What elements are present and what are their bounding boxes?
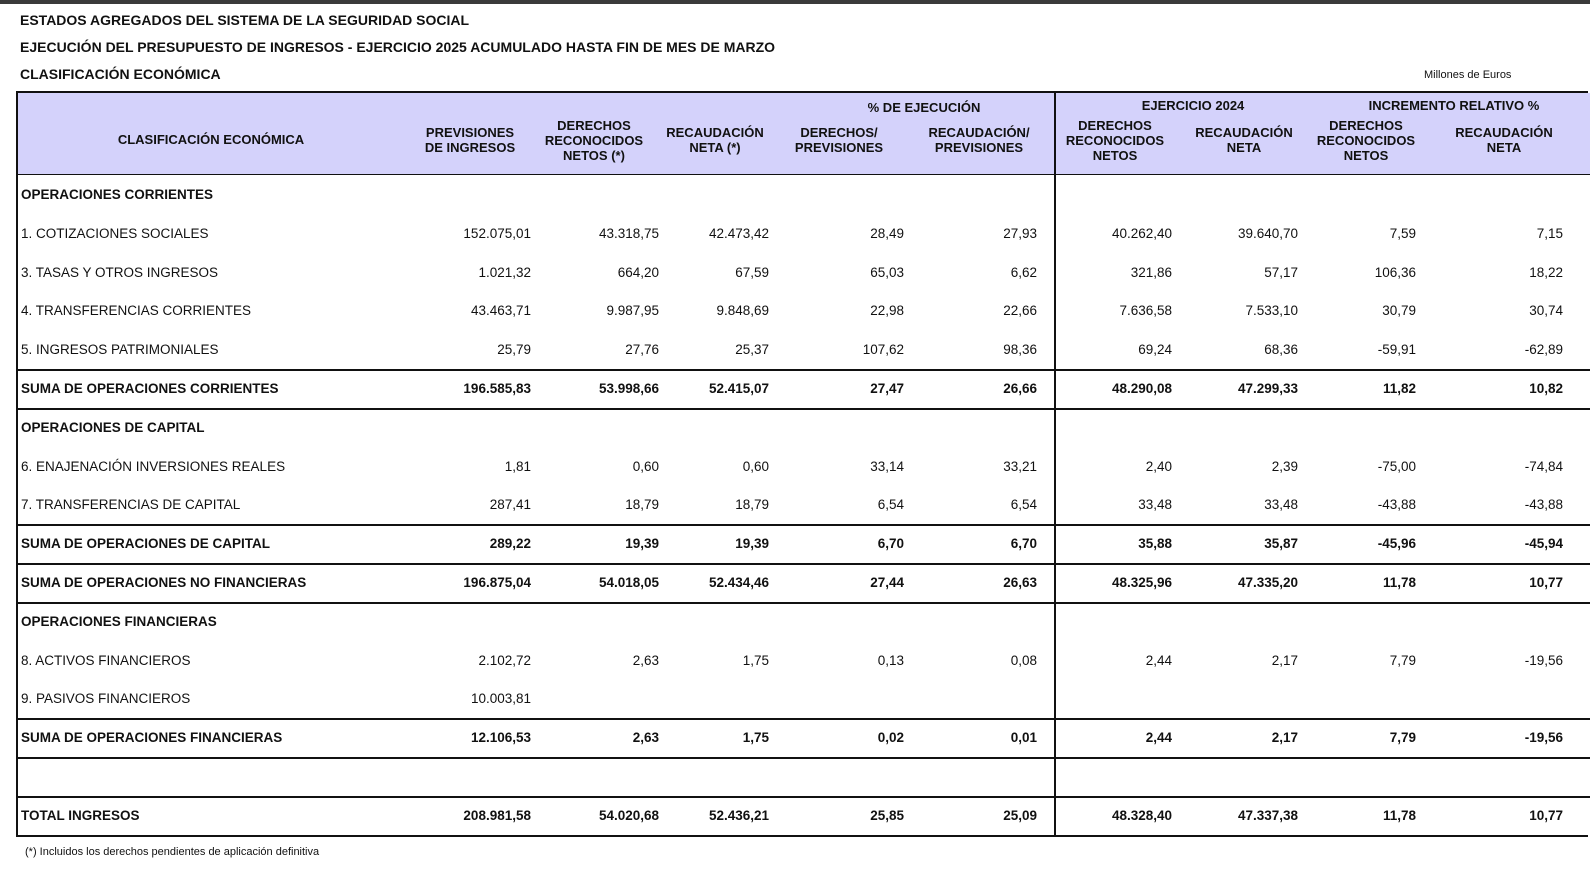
column-header: DERECHOS/ PREVISIONES [794,125,884,155]
cell-value: 26,66 [1003,381,1037,396]
cell-value: 2,44 [1145,730,1172,746]
cell-value: 26,63 [1003,575,1037,590]
cell-value: 54.018,05 [598,575,659,590]
cell-value: 6,70 [877,536,904,552]
table-row [18,339,1590,361]
cell-value: 39.640,70 [1237,225,1298,241]
cell-value: 11,78 [1382,807,1416,823]
cell-value: 54.020,68 [598,807,659,823]
cell-value: 0,60 [742,458,769,474]
cell-value: 10,82 [1529,381,1563,396]
table-row [18,494,1590,516]
cell-value: 10,77 [1529,807,1563,823]
cell-value: 2,63 [632,652,659,668]
cell-value: 152.075,01 [463,225,531,241]
column-header: DERECHOS RECONOCIDOS NETOS [1065,118,1165,163]
column-header: CLASIFICACIÓN ECONÓMICA [117,132,305,147]
cell-value: 27,47 [870,381,904,396]
cell-value: 42.473,42 [708,225,769,241]
cell-value: 22,98 [870,303,904,319]
cell-value: 18,22 [1529,264,1563,280]
section-row [18,184,1590,206]
sum-row [18,533,1590,555]
cell-value: 47.299,33 [1237,381,1298,396]
cell-value: 27,93 [1003,225,1037,241]
cell-value: 18,79 [625,497,659,513]
cell-value: 0,13 [877,652,904,668]
cell-value: 1,81 [504,458,531,474]
cell-value: 53.998,66 [598,381,659,396]
cell-value: 69,24 [1138,342,1172,358]
column-header: RECAUDACIÓN/ PREVISIONES [928,125,1030,155]
cell-value: -43,88 [1524,497,1563,513]
blank-row [18,766,1590,788]
document-page [0,4,1590,873]
row-label: SUMA DE OPERACIONES NO FINANCIERAS [21,575,307,590]
cell-value: -19,56 [1524,730,1563,746]
cell-value: 48.325,96 [1111,575,1172,590]
cell-value: 65,03 [870,264,904,280]
row-label: OPERACIONES FINANCIERAS [21,613,217,629]
cell-value: 7.533,10 [1245,303,1298,319]
row-border [18,369,1590,371]
row-label: SUMA DE OPERACIONES CORRIENTES [21,381,279,396]
cell-value: 6,62 [1010,264,1037,280]
cell-value: 196.875,04 [463,575,531,590]
cell-value: 1,75 [742,730,769,746]
cell-value: -75,00 [1377,458,1416,474]
header-group-2024: EJERCICIO 2024 [1141,98,1245,113]
cell-value: 2,63 [632,730,659,746]
header-group-incremento: INCREMENTO RELATIVO % [1368,98,1540,113]
cell-value: 19,39 [625,536,659,552]
cell-value: 68,36 [1264,342,1298,358]
cell-value: 27,44 [870,575,904,590]
cell-value: -45,96 [1377,536,1416,552]
cell-value: 107,62 [862,342,904,358]
cell-value: 106,36 [1374,264,1416,280]
header-group-ejecucion: % DE EJECUCIÓN [867,100,981,115]
row-border [18,524,1590,526]
row-label: 3. TASAS Y OTROS INGRESOS [21,264,219,280]
cell-value: 7,59 [1389,225,1416,241]
cell-value: 27,76 [625,342,659,358]
cell-value: 6,70 [1010,536,1037,552]
column-header: RECAUDACIÓN NETA [1455,125,1553,155]
row-border [18,408,1590,410]
cell-value: 33,48 [1138,497,1172,513]
table-row [18,223,1590,245]
table-row [18,262,1590,284]
row-border [18,563,1590,565]
cell-value: 7.636,58 [1119,303,1172,319]
cell-value: 28,49 [870,225,904,241]
footnote: (*) Incluidos los derechos pendientes de aplicación definitiva [25,846,320,858]
sum-row [18,572,1590,594]
table-row [18,688,1590,710]
cell-value: 52.415,07 [708,381,769,396]
report-classification: CLASIFICACIÓN ECONÓMICA [20,66,221,82]
sum-row [18,727,1590,749]
cell-value: 47.337,38 [1237,807,1298,823]
row-label: SUMA DE OPERACIONES DE CAPITAL [21,536,271,552]
cell-value: 2.102,72 [478,652,531,668]
cell-value: 33,48 [1264,497,1298,513]
cell-value: 43.318,75 [598,225,659,241]
row-label: TOTAL INGRESOS [21,807,140,823]
cell-value: -59,91 [1377,342,1416,358]
cell-value: 18,79 [735,497,769,513]
cell-value: 43.463,71 [470,303,531,319]
cell-value: 48.290,08 [1111,381,1172,396]
row-label: 9. PASIVOS FINANCIEROS [21,691,191,707]
sum-row [18,378,1590,400]
cell-value: 33,14 [870,458,904,474]
section-row [18,611,1590,633]
row-label: OPERACIONES DE CAPITAL [21,419,205,435]
row-label: 7. TRANSFERENCIAS DE CAPITAL [21,497,241,513]
row-label: OPERACIONES CORRIENTES [21,187,214,202]
cell-value: 208.981,58 [463,807,531,823]
cell-value: 9.848,69 [716,303,769,319]
cell-value: 2,40 [1145,458,1172,474]
row-border [18,757,1590,759]
cell-value: 0,02 [877,730,904,746]
cell-value: 47.335,20 [1237,575,1298,590]
section-row [18,417,1590,439]
cell-value: 40.262,40 [1111,225,1172,241]
cell-value: 2,17 [1271,730,1298,746]
cell-value: 2,39 [1271,458,1298,474]
cell-value: 52.436,21 [708,807,769,823]
cell-value: 98,36 [1003,342,1037,358]
cell-value: 57,17 [1264,264,1298,280]
cell-value: 12.106,53 [470,730,531,746]
budget-table [16,91,1588,837]
cell-value: 35,87 [1264,536,1298,552]
report-subtitle: EJECUCIÓN DEL PRESUPUESTO DE INGRESOS - EJERCICIO 2025 ACUMULADO HASTA FIN DE MES DE MARZO [20,39,776,55]
cell-value: 321,86 [1130,264,1172,280]
cell-value: 289,22 [489,536,531,552]
cell-value: 1,75 [742,652,769,668]
column-header: RECAUDACIÓN NETA [1195,125,1293,155]
table-row [18,300,1590,322]
cell-value: 11,82 [1382,381,1416,396]
cell-value: 48.328,40 [1111,807,1172,823]
cell-value: 10,77 [1529,575,1563,590]
cell-value: 0,60 [632,458,659,474]
table-row [18,650,1590,672]
cell-value: 2,44 [1145,652,1172,668]
cell-value: -62,89 [1524,342,1563,358]
cell-value: 287,41 [489,497,531,513]
column-header: PREVISIONES DE INGRESOS [424,125,516,155]
column-header: DERECHOS RECONOCIDOS NETOS (*) [544,118,644,163]
cell-value: 22,66 [1003,303,1037,319]
cell-value: -43,88 [1377,497,1416,513]
report-title: ESTADOS AGREGADOS DEL SISTEMA DE LA SEGURIDAD SOCIAL [20,12,470,28]
row-label: 1. COTIZACIONES SOCIALES [21,225,209,241]
row-label: 6. ENAJENACIÓN INVERSIONES REALES [21,458,286,474]
cell-value: 6,54 [877,497,904,513]
column-header: RECAUDACIÓN NETA (*) [666,125,764,155]
cell-value: 7,15 [1536,225,1563,241]
cell-value: 25,37 [735,342,769,358]
row-label: 5. INGRESOS PATRIMONIALES [21,342,219,358]
cell-value: 25,09 [1003,807,1037,823]
row-label: SUMA DE OPERACIONES FINANCIERAS [21,730,283,746]
cell-value: 2,17 [1271,652,1298,668]
row-label: 8. ACTIVOS FINANCIEROS [21,652,191,668]
cell-value: 35,88 [1138,536,1172,552]
cell-value: 1.021,32 [478,264,531,280]
cell-value: 33,21 [1003,458,1037,474]
row-border [18,602,1590,604]
cell-value: 52.434,46 [708,575,769,590]
cell-value: 196.585,83 [463,381,531,396]
cell-value: 10.003,81 [470,691,531,707]
cell-value: 11,78 [1382,575,1416,590]
row-border [18,718,1590,720]
cell-value: 7,79 [1389,652,1416,668]
row-border [18,796,1590,798]
cell-value: 19,39 [735,536,769,552]
cell-value: 67,59 [735,264,769,280]
cell-value: 664,20 [617,264,659,280]
cell-value: -74,84 [1524,458,1563,474]
cell-value: 25,79 [497,342,531,358]
cell-value: 25,85 [870,807,904,823]
column-header: DERECHOS RECONOCIDOS NETOS [1316,118,1416,163]
cell-value: -45,94 [1524,536,1563,552]
cell-value: 9.987,95 [606,303,659,319]
cell-value: 0,01 [1010,730,1037,746]
row-label: 4. TRANSFERENCIAS CORRIENTES [21,303,252,319]
cell-value: 30,79 [1382,303,1416,319]
cell-value: 6,54 [1010,497,1037,513]
table-row [18,456,1590,478]
cell-value: 30,74 [1529,303,1563,319]
units-label: Millones de Euros [1424,69,1512,81]
sum-row [18,805,1590,827]
cell-value: 0,08 [1010,652,1037,668]
cell-value: 7,79 [1389,730,1416,746]
cell-value: -19,56 [1524,652,1563,668]
